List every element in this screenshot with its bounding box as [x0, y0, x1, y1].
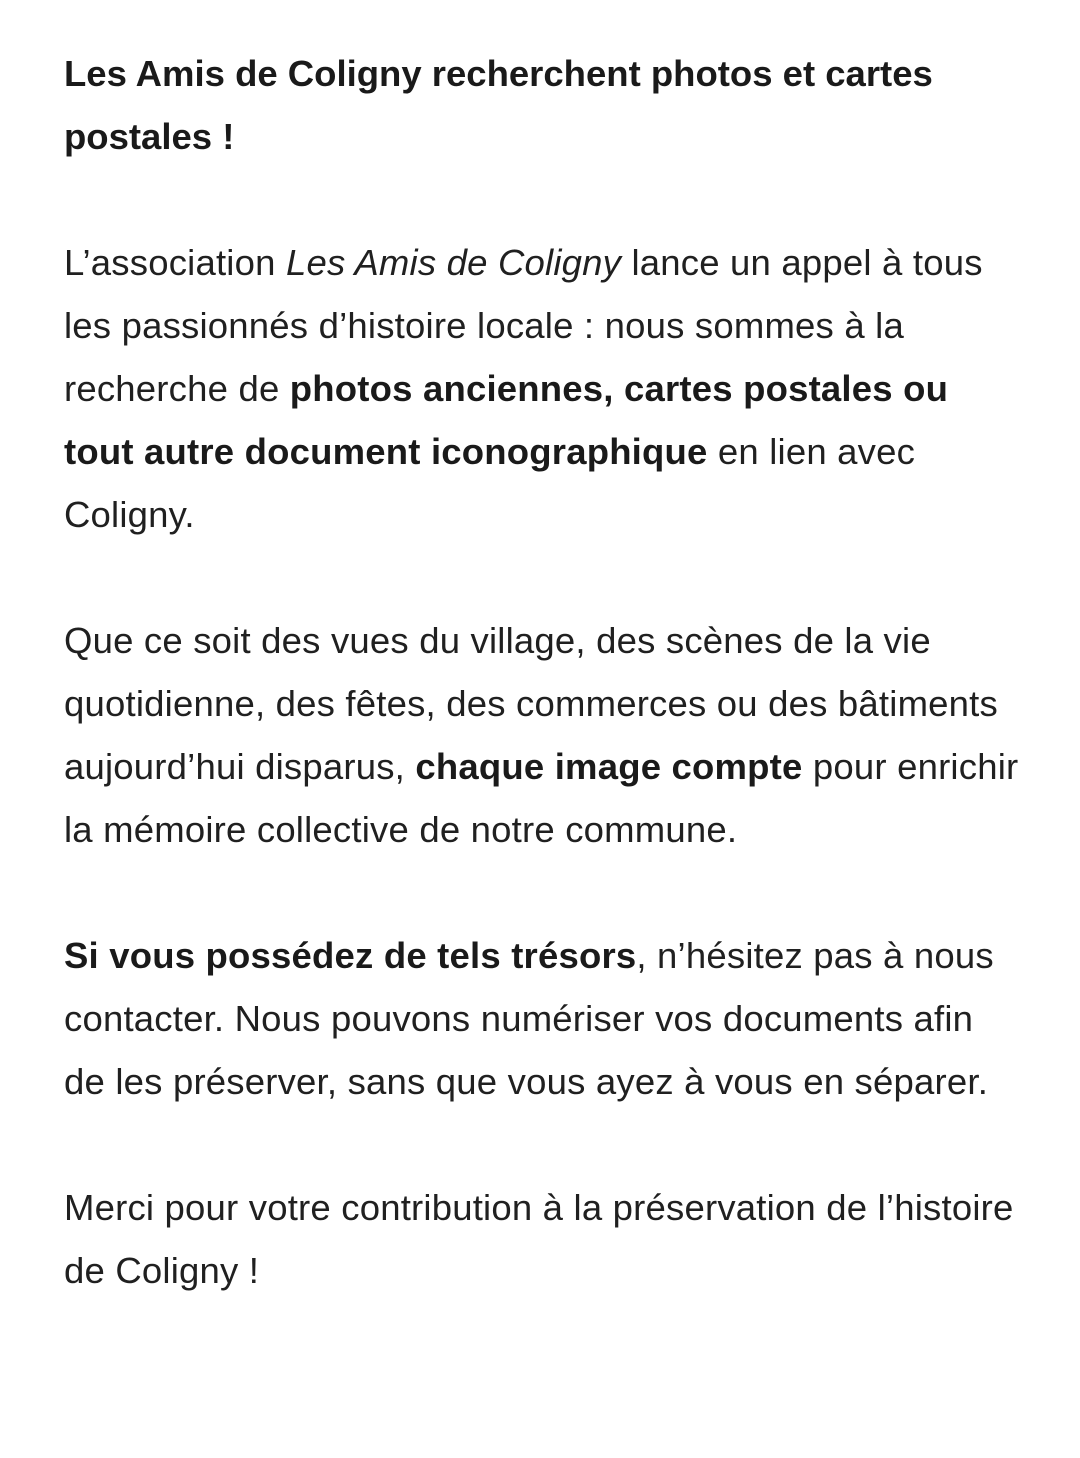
paragraph-text: pour enrichir la mémoire collective de notre commune.	[64, 746, 1019, 850]
post-title: Les Amis de Coligny recherchent photos et cartes postales !	[64, 53, 933, 157]
paragraph-examples	[64, 609, 1024, 861]
paragraph-text: , n’hésitez pas à nous contacter. Nous pouvons numériser vos documents afin de les préserver, sans que vous ayez à vous en séparer.	[64, 935, 994, 1102]
emphasis-documents: photos anciennes, cartes postales ou tout autre document iconographique	[64, 368, 949, 472]
paragraph-contact	[64, 924, 1024, 1113]
paragraph-thanks	[64, 1176, 1024, 1302]
paragraph-appeal	[64, 231, 1024, 546]
paragraph-text: Que ce soit des vues du village, des scènes de la vie quotidienne, des fêtes, des commerces ou des bâtiments aujourd’hui disparus,	[64, 620, 998, 787]
emphasis-treasures: Si vous possédez de tels trésors	[64, 935, 637, 976]
association-name: Les Amis de Coligny	[285, 242, 622, 283]
emphasis-every-image: chaque image compte	[415, 746, 803, 787]
paragraph-text: en lien avec Coligny.	[64, 431, 916, 535]
post-body	[64, 42, 1024, 1302]
paragraph-text: lance un appel à tous les passionnés d’histoire locale : nous sommes à la recherche de	[64, 242, 983, 409]
paragraph-text: L’association	[64, 242, 286, 283]
paragraph-text: Merci pour votre contribution à la préservation de l’histoire de Coligny !	[64, 1187, 1014, 1291]
